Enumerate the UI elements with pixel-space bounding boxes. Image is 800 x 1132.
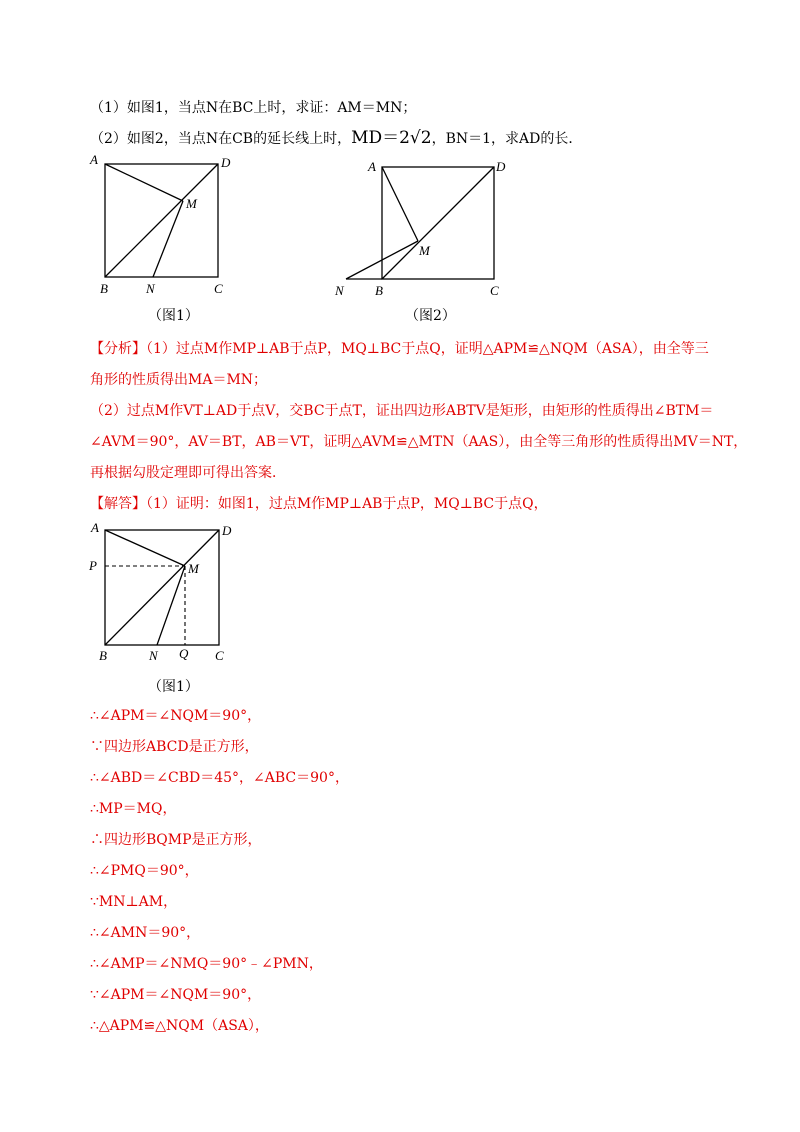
label-q: Q: [179, 646, 189, 661]
label-m: M: [419, 243, 430, 258]
question-2-prefix: （2）如图2，当点N在CB的延长线上时，: [90, 131, 352, 147]
solution-step: ∵∠APM＝∠NQM＝90°，: [90, 987, 262, 1003]
question-2: [90, 128, 582, 149]
solution-step: ∴MP＝MQ，: [90, 801, 177, 817]
figure-solution: [85, 518, 235, 672]
solution-step: ∴∠PMQ＝90°，: [90, 863, 199, 879]
label-m: M: [188, 561, 199, 576]
solution-step: ∴∠AMP＝∠NMQ＝90°﹣∠PMN，: [90, 956, 323, 972]
figure-2: [330, 155, 510, 309]
label-m: M: [186, 196, 197, 211]
figure-2-caption: （图2）: [405, 308, 456, 324]
md-formula: MD＝2√2: [351, 128, 432, 148]
question-1: （1）如图1，当点N在BC上时，求证：AM＝MN；: [90, 100, 417, 116]
label-a: A: [90, 152, 98, 167]
figure-1-caption: （图1）: [148, 308, 199, 324]
label-c: C: [490, 283, 499, 298]
question-2-suffix: ，BN＝1，求AD的长．: [431, 131, 583, 147]
solution-step: ∴△APM≌△NQM（ASA），: [90, 1018, 269, 1034]
figure-solution-caption: （图1）: [148, 679, 199, 695]
answer-header: 【解答】（1）证明：如图1，过点M作MP⊥AB于点P，MQ⊥BC于点Q，: [90, 496, 548, 512]
label-c: C: [214, 281, 223, 296]
solution-step: ∵四边形ABCD是正方形，: [90, 739, 259, 755]
label-d: D: [496, 159, 506, 174]
label-a: A: [91, 520, 99, 535]
figure-1: [88, 150, 238, 304]
label-n: N: [335, 283, 344, 298]
solution-step: ∴∠APM＝∠NQM＝90°，: [90, 708, 262, 724]
label-d: D: [221, 155, 231, 170]
label-b: B: [375, 283, 383, 298]
label-n: N: [146, 281, 155, 296]
solution-step: ∴∠ABD＝∠CBD＝45°，∠ABC＝90°，: [90, 770, 349, 786]
analysis-line: 角形的性质得出MA＝MN；: [90, 372, 268, 388]
label-d: D: [222, 523, 232, 538]
analysis-line: 再根据勾股定理即可得出答案．: [90, 465, 286, 481]
label-n: N: [149, 648, 158, 663]
label-b: B: [100, 281, 108, 296]
analysis-line: ∠AVM＝90°，AV＝BT，AB＝VT，证明△AVM≌△MTN（AAS），由全等三角形的性质得出MV＝NT，: [90, 434, 748, 450]
label-p: P: [89, 558, 97, 573]
solution-step: ∴四边形BQMP是正方形，: [90, 832, 262, 848]
label-c: C: [215, 648, 224, 663]
solution-step: ∴∠AMN＝90°，: [90, 925, 201, 941]
label-a: A: [368, 159, 376, 174]
label-b: B: [99, 648, 107, 663]
analysis-line: 【分析】（1）过点M作MP⊥AB于点P，MQ⊥BC于点Q，证明△APM≌△NQM（ASA），由全等三: [90, 341, 709, 357]
analysis-line: （2）过点M作VT⊥AD于点V，交BC于点T，证出四边形ABTV是矩形，由矩形的性质得出∠BTM＝: [90, 403, 714, 419]
solution-step: ∵MN⊥AM，: [90, 894, 178, 910]
